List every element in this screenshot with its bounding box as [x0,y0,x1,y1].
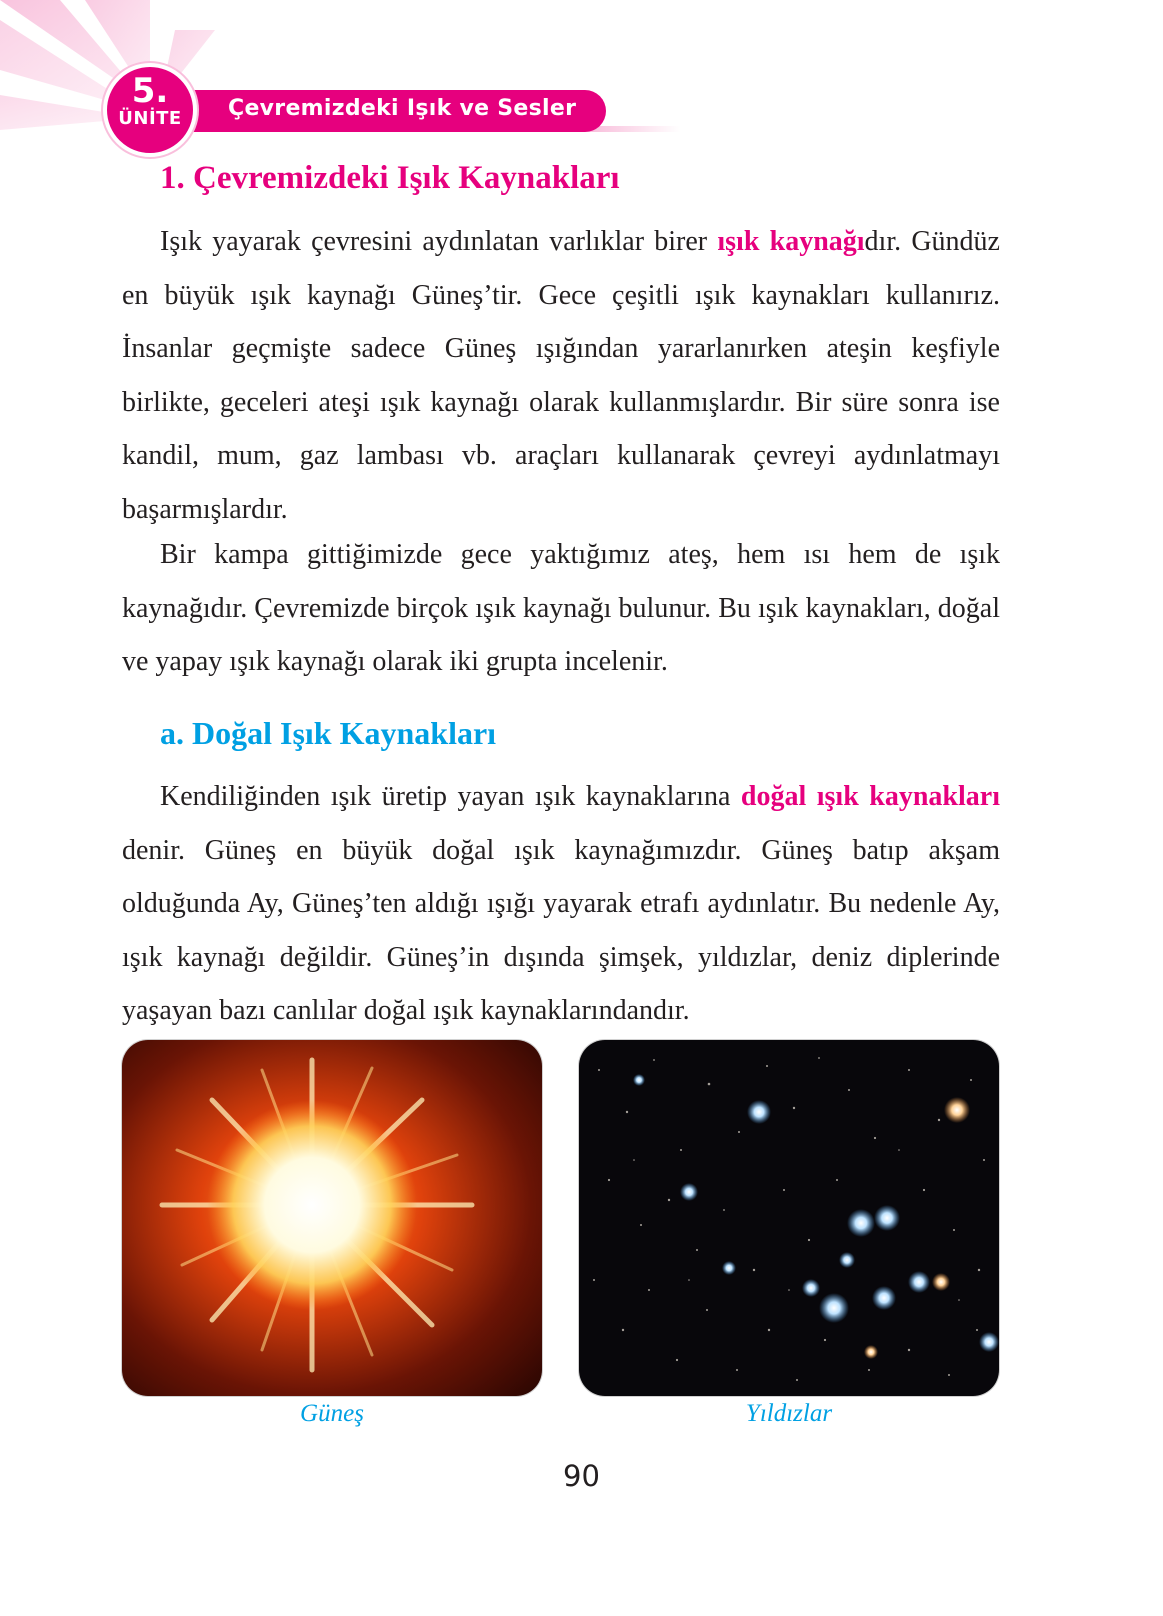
sun-photo [122,1040,542,1396]
subsection-title: a. Doğal Işık Kaynakları [160,715,497,751]
figure-caption-sun: Güneş [300,1400,364,1427]
paragraph-camp-fire [122,528,1000,689]
paragraph-text: Işık yayarak çevresini aydınlatan varlıklar birer [160,226,718,257]
paragraph-text: Bir kampa gittiğimizde gece yaktığımız ateş, hem ısı hem de ışık kaynağıdır. Çevremizde birçok ışık kaynağı bulunur. Bu ışık kaynakları, doğal ve yapay ışık kaynağı olarak iki grupta incelenir. [122,539,1000,677]
paragraph-natural-sources [122,770,1000,1038]
paragraph-text: dır. Gündüz en büyük ışık kaynağı Güneş’tir. Gece çeşitli ışık kaynakları kullanırız. İnsanlar geçmişte sadece Güneş ışığından yararlanırken ateşin keşfiyle birlikte, geceleri ateşi ışık kaynağı olarak kullanmışlardır. Bir süre sonra ise kandil, mum, gaz lambası vb. araçları kullanarak çevreyi aydınlatmayı başarmışlardır. [122,226,1000,525]
highlight-term: doğal ışık kaynakları [740,781,1000,812]
highlight-term: ışık kaynağı [717,226,865,257]
unit-badge [103,63,197,157]
figure-caption-stars: Yıldızlar [745,1400,833,1427]
stars-photo [579,1040,999,1396]
paragraph-text: denir. Güneş en büyük doğal ışık kaynağımızdır. Güneş batıp akşam olduğunda Ay, Güneş’ten aldığı ışığı yayarak etrafı aydınlatır. Bu nedenle Ay, ışık kaynağı değildir. Güneş’in dışında şimşek, yıldızlar, deniz diplerinde yaşayan bazı canlılar doğal ışık kaynaklarındandır. [122,834,1000,1026]
unit-number: 5. [131,71,169,111]
unit-title: Çevremizdeki Işık ve Sesler [228,96,577,121]
section-title: 1. Çevremizdeki Işık Kaynakları [160,160,620,196]
page-number: 90 [563,1459,600,1493]
paragraph-light-sources [122,215,1000,536]
unit-label: ÜNİTE [118,108,182,129]
paragraph-text: Kendiliğinden ışık üretip yayan ışık kaynaklarına [160,781,741,812]
